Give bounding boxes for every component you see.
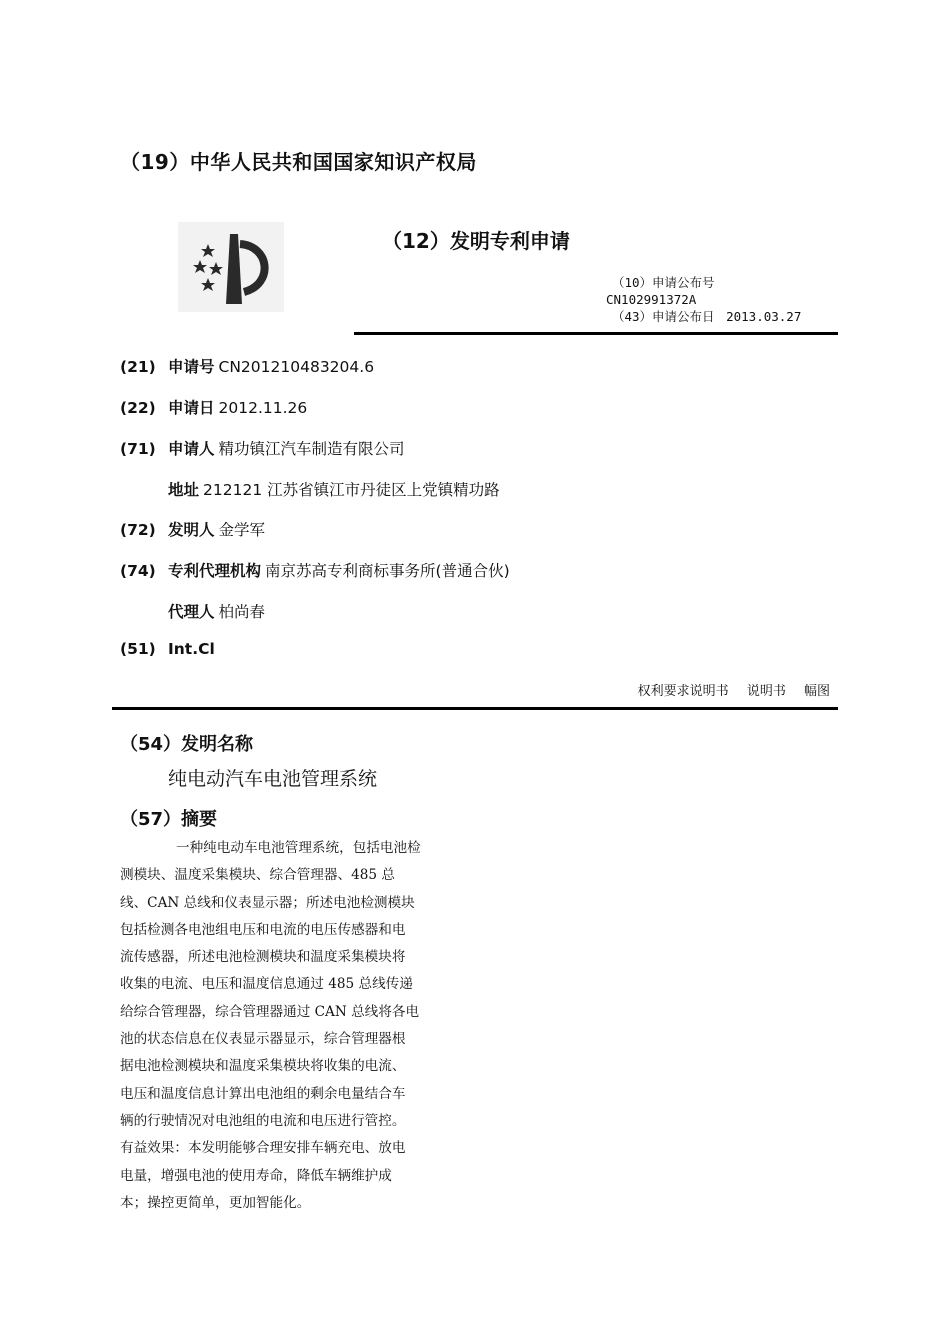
claims-link[interactable]: 权利要求说明书 <box>637 684 729 699</box>
agency-name: 南京苏高专利商标事务所(普通合伙) <box>265 562 510 580</box>
pub-number-label: （10）申请公布号 <box>612 275 715 290</box>
abstract-body <box>120 835 470 1217</box>
agency-row <box>120 559 510 581</box>
header-divider <box>354 332 838 335</box>
abstract-line: 收集的电流、电压和温度信息通过 485 总线传递 <box>120 976 413 993</box>
invention-title: 纯电动汽车电池管理系统 <box>168 768 378 790</box>
abstract-line: 池的状态信息在仪表显示器显示，综合管理器根 <box>120 1031 406 1048</box>
field-code: (71) <box>120 440 156 458</box>
field-code: (51) <box>120 640 156 658</box>
field-label: 申请人 <box>168 440 215 458</box>
title-heading: （54）发明名称 <box>120 734 254 755</box>
pub-date: 2013.03.27 <box>726 309 802 324</box>
application-number: CN201210483204.6 <box>218 358 375 376</box>
abstract-line: 有益效果：本发明能够合理安排车辆充电、放电 <box>120 1140 406 1157</box>
field-code: (72) <box>120 521 156 539</box>
abstract-line: 据电池检测模块和温度采集模块将收集的电流、 <box>120 1058 406 1075</box>
address-row <box>168 478 500 500</box>
application-date: 2012.11.26 <box>218 399 308 417</box>
abstract-heading: （57）摘要 <box>120 809 218 830</box>
office-name: （19）中华人民共和国国家知识产权局 <box>120 150 477 174</box>
abstract-line: 辆的行驶情况对电池组的电流和电压进行管控。 <box>120 1112 406 1129</box>
agent-row <box>168 600 265 622</box>
field-label: 发明人 <box>168 521 215 539</box>
inventor-row <box>120 518 265 540</box>
pub-date-row <box>606 308 801 325</box>
field-label: 代理人 <box>168 603 215 621</box>
intcl-row <box>120 640 215 658</box>
agent-name: 柏尚春 <box>218 603 266 621</box>
description-link[interactable]: 说明书 <box>746 684 786 699</box>
abstract-line: 流传感器，所述电池检测模块和温度采集模块将 <box>120 949 406 966</box>
application-number-row <box>120 355 374 377</box>
abstract-line: 电量，增强电池的使用寿命，降低车辆维护成 <box>120 1167 392 1184</box>
document-type: （12）发明专利申请 <box>382 229 570 253</box>
abstract-line: 电压和温度信息计算出电池组的剩余电量结合车 <box>120 1085 406 1102</box>
abstract-line: 线、CAN 总线和仪表显示器；所述电池检测模块 <box>120 894 415 911</box>
applicant-name: 精功镇江汽车制造有限公司 <box>218 440 405 458</box>
field-label: 申请日 <box>168 399 215 417</box>
publication-info <box>606 274 801 325</box>
field-label: 申请号 <box>168 358 215 376</box>
field-code: (22) <box>120 399 156 417</box>
abstract-line: 一种纯电动车电池管理系统，包括电池检 <box>176 840 421 856</box>
field-label: 地址 <box>168 481 200 499</box>
applicant-row <box>120 437 405 459</box>
pub-number: CN102991372A <box>606 292 697 307</box>
field-code: (74) <box>120 562 156 580</box>
section-divider <box>112 707 838 710</box>
pub-date-label: （43）申请公布日 <box>612 309 715 324</box>
abstract-line: 测模块、温度采集模块、综合管理器、485 总 <box>120 867 395 884</box>
abstract-line: 本；操控更简单，更加智能化。 <box>120 1194 311 1211</box>
document-links <box>624 680 830 699</box>
abstract-line: 包括检测各电池组电压和电流的电压传感器和电 <box>120 921 406 938</box>
field-label: Int.Cl <box>168 640 215 658</box>
abstract-line: 给综合管理器，综合管理器通过 CAN 总线将各电 <box>120 1003 420 1020</box>
field-code: (21) <box>120 358 156 376</box>
inventor-name: 金学军 <box>218 521 266 539</box>
field-label: 专利代理机构 <box>168 562 262 580</box>
cnipa-emblem-icon <box>178 222 284 312</box>
application-date-row <box>120 396 307 418</box>
address-value: 212121 江苏省镇江市丹徒区上党镇精功路 <box>203 481 500 499</box>
drawings-link[interactable]: 幅图 <box>803 684 830 699</box>
